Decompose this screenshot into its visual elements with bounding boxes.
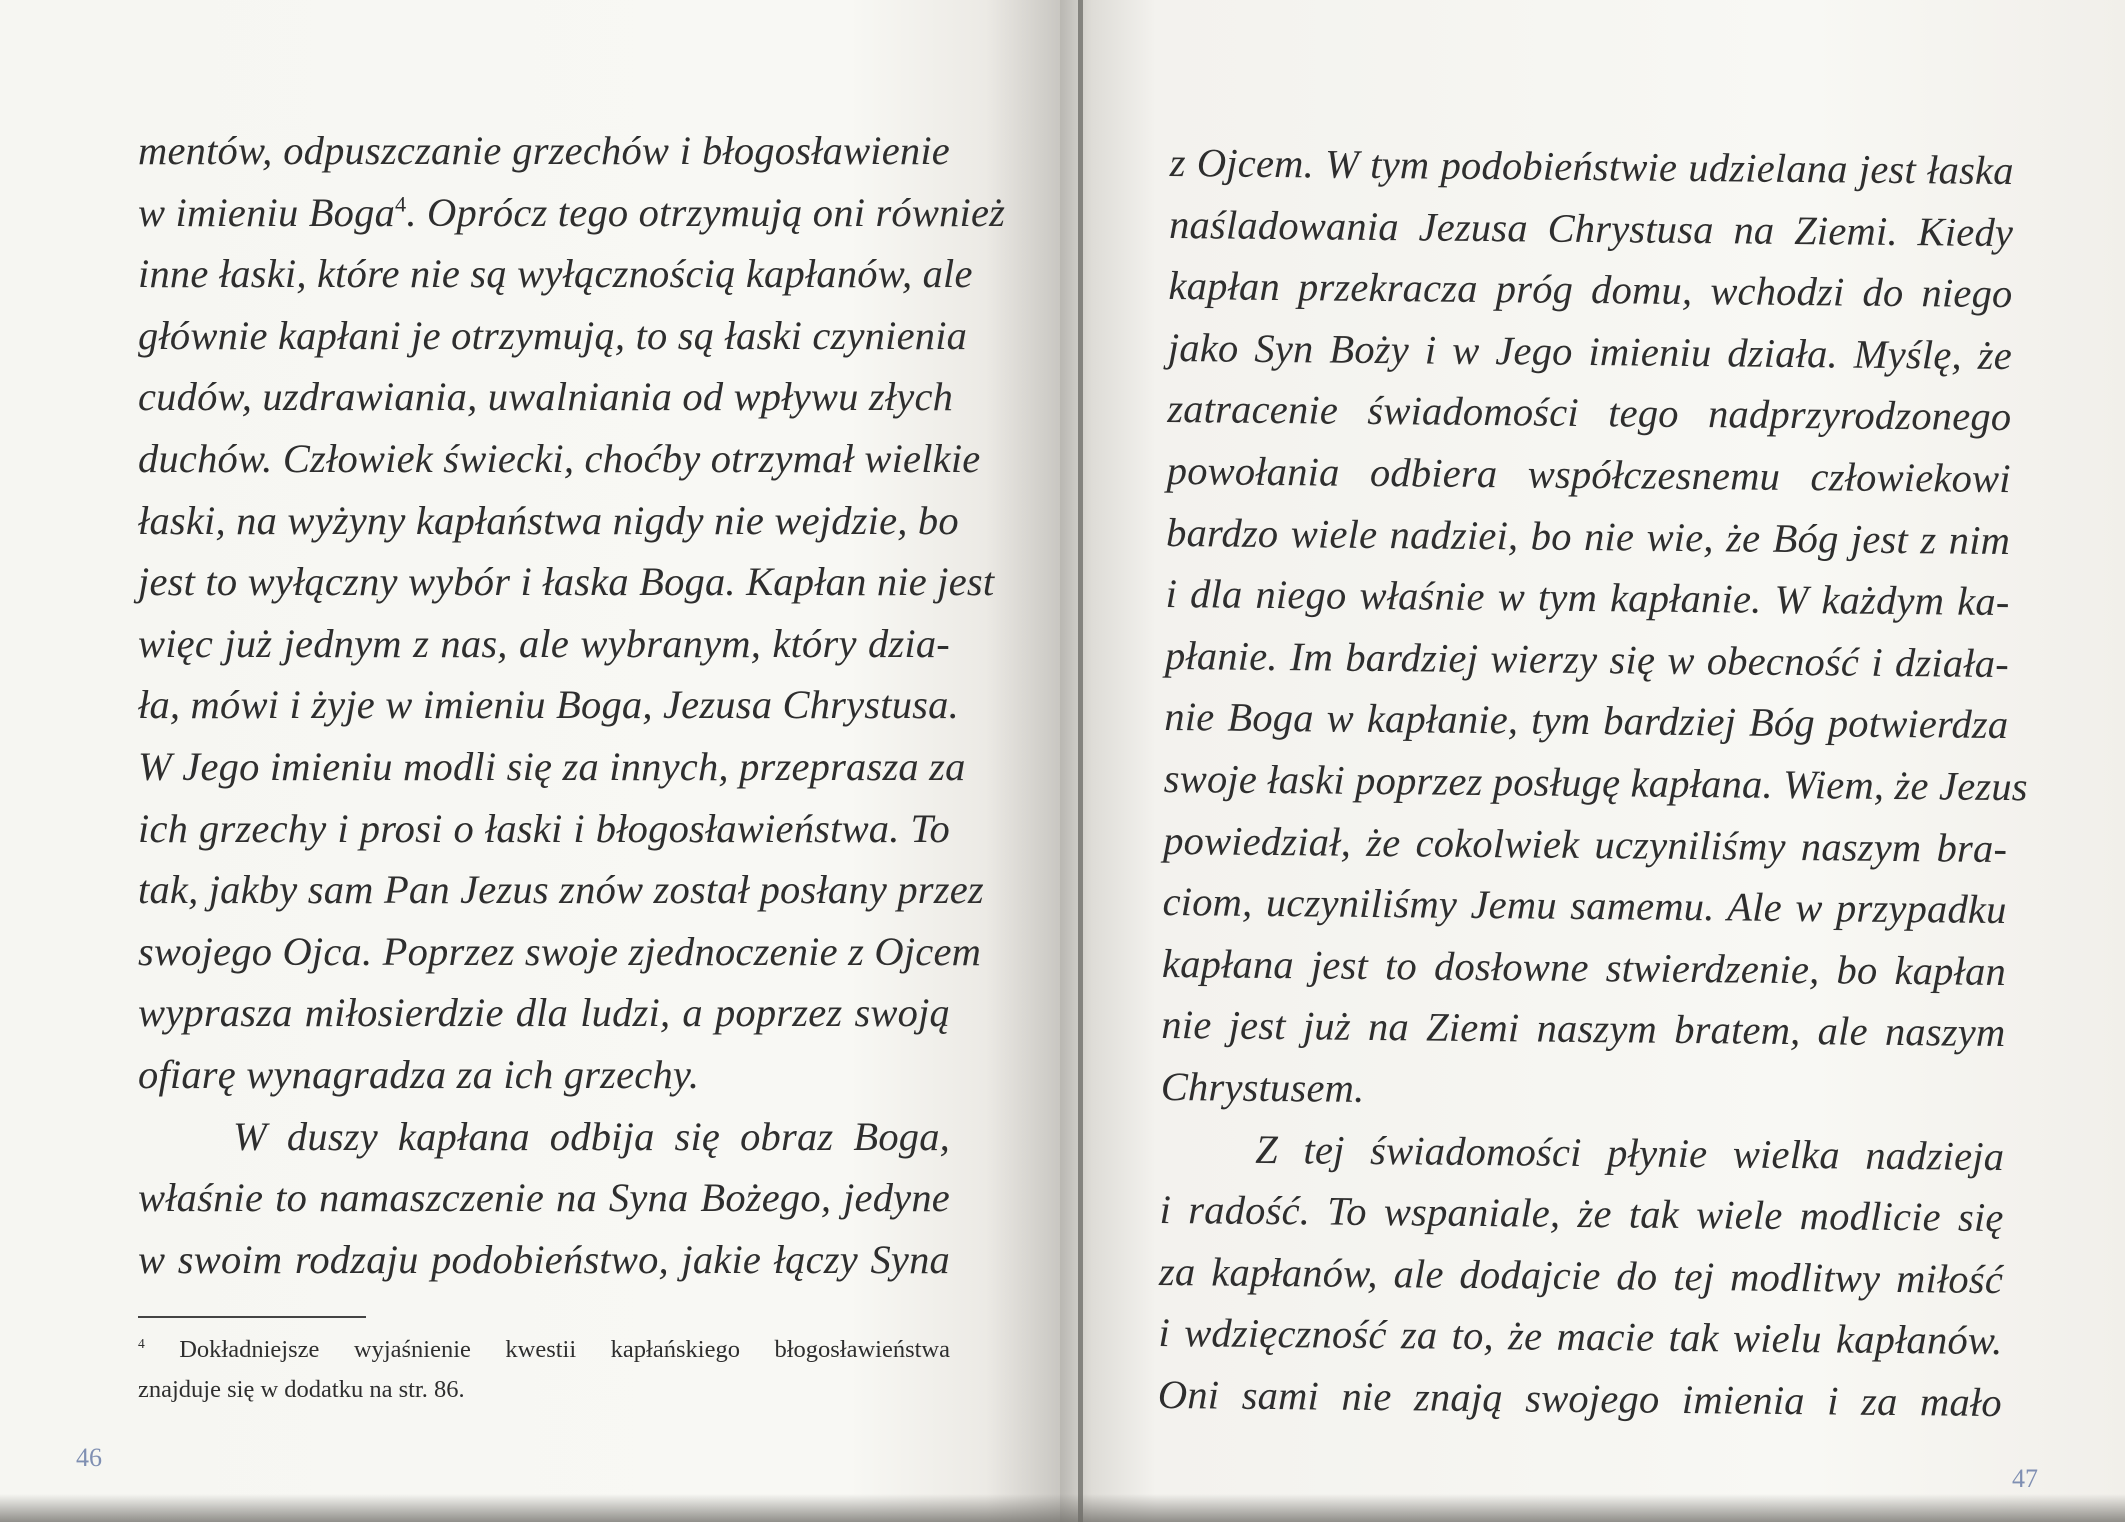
- text-line: głównie kapłani je otrzymują, to są łaski czynienia: [138, 312, 968, 358]
- text-line: ciom, uczyniliśmy Jemu samemu. Ale w przypadku: [1162, 879, 2007, 933]
- text-line: kapłana jest to dosłowne stwierdzenie, bo kapłan: [1161, 940, 2007, 994]
- page-bottom-shadow: [0, 1494, 2125, 1522]
- text-line: właśnie to namaszczenie na Syna Bożego, jedyne: [138, 1175, 950, 1221]
- footnote: [138, 1330, 950, 1410]
- footnote-line: znajduje się w dodatku na str. 86.: [138, 1376, 465, 1403]
- text-line: ła, mówi i żyje w imieniu Boga, Jezusa Chrystusa.: [138, 682, 959, 728]
- text-line: wyprasza miłosierdzie dla ludzi, a poprzez swoją: [138, 990, 950, 1036]
- text-line: jest to wyłączny wybór i łaska Boga. Kapłan nie jest: [138, 559, 995, 605]
- text-line: bardzo wiele nadziei, bo nie wie, że Bóg jest z nim: [1165, 509, 2011, 563]
- text-line: z Ojcem. W tym podobieństwie udzielana jest łaska: [1169, 139, 2014, 194]
- footnote-line: [138, 1330, 950, 1370]
- text-fragment: . Oprócz tego otrzymują oni również: [406, 189, 1006, 235]
- page-number-left: 46: [76, 1443, 102, 1472]
- text-line: inne łaski, które nie są wyłącznością kapłanów, ale: [138, 251, 973, 297]
- footnote-marker: 4: [138, 1335, 145, 1351]
- text-line: naśladowania Jezusa Chrystusa na Ziemi. Kiedy: [1168, 201, 2014, 255]
- text-line: i wdzięczność za to, że macie tak wielu kapłanów.: [1158, 1310, 2003, 1364]
- text-line: Chrystusem.: [1160, 1063, 1365, 1111]
- footnote-divider: [138, 1316, 366, 1318]
- text-line: zatracenie świadomości tego nadprzyrodzonego: [1167, 386, 2012, 440]
- text-line: nie jest już na Ziemi naszym bratem, ale naszym: [1161, 1002, 2006, 1056]
- text-line: i dla niego właśnie w tym kapłanie. W każdym ka-: [1165, 571, 2010, 625]
- text-line: W Jego imieniu modli się za innych, przeprasza za: [138, 743, 966, 789]
- right-page-text: [1157, 132, 2028, 1434]
- text-line: cudów, uzdrawiania, uwalniania od wpływu złych: [138, 374, 954, 420]
- text-line: nie Boga w kapłanie, tym bardziej Bóg potwierdza: [1164, 694, 2009, 748]
- text-line: powiedział, że cokolwiek uczyniliśmy naszym bra-: [1162, 817, 2008, 871]
- text-line: w swoim rodzaju podobieństwo, jakie łączy Syna: [138, 1236, 950, 1282]
- text-line: więc już jednym z nas, ale wybranym, który dzia-: [138, 620, 950, 666]
- text-line: jako Syn Boży i w Jego imieniu działa. Myślę, że: [1167, 324, 2013, 378]
- text-line: mentów, odpuszczanie grzechów i błogosławienie: [138, 128, 950, 173]
- text-line: płanie. Im bardziej wierzy się w obecność i działa-: [1164, 632, 2010, 686]
- text-line: Oni sami nie znają swojego imienia i za mało: [1157, 1371, 2003, 1425]
- text-fragment: w imieniu Boga: [138, 189, 396, 235]
- footnote-text: Dokładniejsze wyjaśnienie kwestii kapłańskiego błogosławieństwa: [179, 1336, 950, 1363]
- footnote-reference: 4: [395, 191, 407, 217]
- text-line: swoje łaski poprzez posługę kapłana. Wiem, że Jezus: [1163, 755, 2028, 810]
- page-number-right: 47: [2012, 1464, 2038, 1493]
- text-line: ich grzechy i prosi o łaski i błogosławieństwa. To: [138, 805, 950, 851]
- text-line: tak, jakby sam Pan Jezus znów został posłany przez: [138, 867, 984, 913]
- text-line: duchów. Człowiek świecki, choćby otrzymał wielkie: [138, 435, 981, 481]
- paragraph-first-line: Z tej świadomości płynie wielka nadzieja: [1255, 1126, 2005, 1179]
- text-line: za kapłanów, ale dodajcie do tej modlitwy miłość: [1158, 1248, 2004, 1302]
- text-line: swojego Ojca. Poprzez swoje zjednoczenie z Ojcem: [138, 928, 982, 974]
- book-spine: [1078, 0, 1083, 1522]
- text-line: ofiarę wynagradza za ich grzechy.: [138, 1051, 700, 1097]
- text-line: łaski, na wyżyny kapłaństwa nigdy nie wejdzie, bo: [138, 497, 959, 543]
- text-line: i radość. To wspaniale, że tak wiele modlicie się: [1159, 1187, 2004, 1241]
- text-line: [138, 182, 1006, 244]
- paragraph-first-line: W duszy kapłana odbija się obraz Boga,: [233, 1113, 950, 1159]
- left-page-text: [138, 120, 1006, 1290]
- text-line: powołania odbiera współczesnemu człowiekowi: [1166, 447, 2011, 502]
- text-line: kapłan przekracza próg domu, wchodzi do niego: [1168, 263, 2013, 317]
